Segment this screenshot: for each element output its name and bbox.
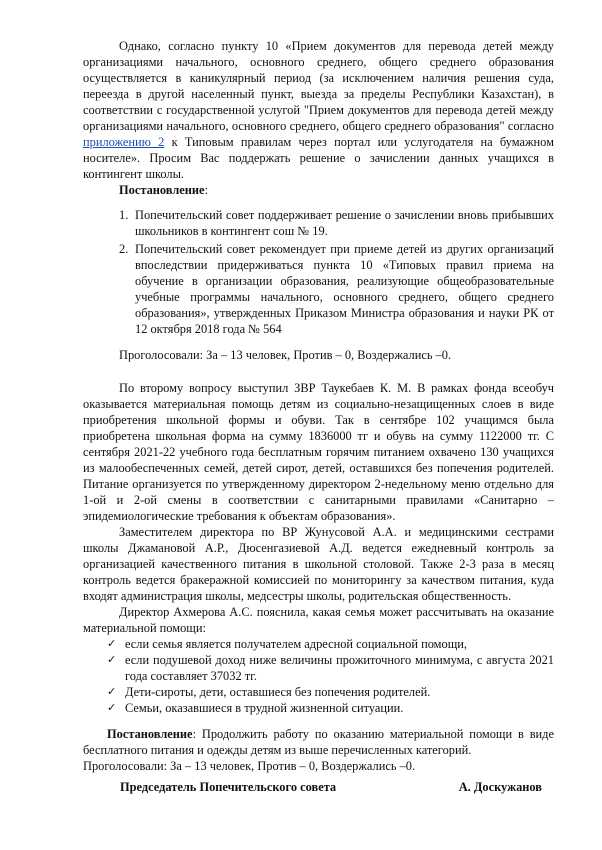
checkmark-icon: ✓ bbox=[107, 637, 117, 650]
aid-criteria-text: если семья является получателем адресной социальной помощи, bbox=[125, 637, 467, 651]
item-text: Попечительский совет поддерживает решение о зачислении вновь прибывших школьников в контингент сош № 19. bbox=[135, 208, 554, 238]
appendix-2-link[interactable]: приложению 2 bbox=[83, 135, 165, 149]
aid-criteria-list bbox=[83, 636, 554, 716]
decision-1-votes: Проголосовали: За – 13 человек, Против – 0, Воздержались –0. bbox=[119, 348, 452, 362]
signature-name: А. Доскужанов bbox=[458, 780, 542, 794]
decision-2-title: Постановление bbox=[107, 727, 193, 741]
aid-criteria-item bbox=[83, 684, 554, 700]
item-number: 2. bbox=[119, 242, 129, 256]
intro-text-after-link: к Типовым правилам через портал или услугодателя на бумажном носителе». Просим Вас поддержать решение о зачислении данных учащихся в контингент школы. bbox=[83, 135, 554, 181]
decision-1-list bbox=[83, 207, 554, 337]
control-paragraph: Заместителем директора по ВР Жунусовой А.А. и медицинскими сестрами школы Джамановой А.Р., Дюсенгазиевой А.Д. ведется ежедневный контроль за организацией качественного питания в школьной столовой. Также 2-3 раза в месяц контроль ведется бракеражной комиссией по мониторингу за качеством питания, куда входят администрация школы, медсестры школы, родительская общественность. bbox=[83, 525, 554, 603]
item-text: Попечительский совет рекомендует при приеме детей из других организаций впоследствии придерживаться пункта 10 «Типовых правил приема на обучение в организации образования, реализующие общеобразовательные учебные программы начального, основного среднего, общего среднего образования», утвержденных Приказом Министра образования и науки РК от 12 октября 2018 года № 564 bbox=[135, 242, 554, 336]
aid-criteria-item bbox=[83, 652, 554, 684]
aid-criteria-item bbox=[83, 636, 554, 652]
director-paragraph: Директор Ахмерова А.С. пояснила, какая семья может рассчитывать на оказание материальной помощи: bbox=[83, 605, 554, 635]
intro-text-before-link: Однако, согласно пункту 10 «Прием документов для перевода детей между организациями начального, основного среднего, общего среднего образования осуществляется в каникулярный период (за исключением наличия решения суда, переезда в другой населенный пункт, выезда за пределы Республики Казахстан), в соответствии с государственной услугой "Прием документов для перевода детей между организациями начального, основного среднего, общего среднего образования" согласно bbox=[83, 39, 554, 133]
checkmark-icon: ✓ bbox=[107, 653, 117, 666]
decision-1-colon: : bbox=[204, 183, 209, 197]
checkmark-icon: ✓ bbox=[107, 701, 117, 714]
aid-criteria-text: Семьи, оказавшиеся в трудной жизненной ситуации. bbox=[125, 701, 404, 715]
aid-criteria-text: если подушевой доход ниже величины прожиточного минимума, с августа 2021 года составляет 37032 тг. bbox=[125, 653, 554, 683]
signature-line bbox=[120, 779, 542, 795]
decision-1-item bbox=[83, 207, 554, 239]
decision-2-paragraph bbox=[83, 726, 554, 758]
aid-criteria-text: Дети-сироты, дети, оставшиеся без попечения родителей. bbox=[125, 685, 431, 699]
checkmark-icon: ✓ bbox=[107, 685, 117, 698]
signature-role: Председатель Попечительского совета bbox=[120, 780, 337, 794]
decision-1-heading bbox=[83, 182, 554, 198]
decision-2-text: : Продолжить работу по оказанию материальной помощи в виде бесплатного питания и одежды детям из выше перечисленных категорий. bbox=[83, 727, 554, 757]
decision-1-title: Постановление bbox=[119, 183, 205, 197]
aid-criteria-item bbox=[83, 700, 554, 716]
decision-1-item bbox=[83, 241, 554, 337]
second-question-paragraph: По второму вопросу выступил ЗВР Таукебаев К. М. В рамках фонда всеобуч оказывается материальная помощь детям из социально-незащищенных слоев в виде приобретения школьной формы и обуви. Так в сентябре 102 учащимся была приобретена школьная форма на сумму 1836000 тг и обувь на сумму 1122000 тг. С сентября 2021-22 учебного года бесплатным горячим питанием охвачено 130 учащихся из малообеспеченных семей, детей сирот, детей, оставшихся без попечения родителей. Питание организуется по утвержденному директором 2-недельному меню отдельно для 1-ой и 2-ой смены в соответствии с санитарными правилами «Санитарно – эпидемиологические требования к объектам образования». bbox=[83, 381, 554, 523]
decision-2-votes: Проголосовали: За – 13 человек, Против – 0, Воздержались –0. bbox=[83, 759, 416, 773]
item-number: 1. bbox=[119, 208, 129, 222]
intro-paragraph bbox=[83, 38, 554, 182]
